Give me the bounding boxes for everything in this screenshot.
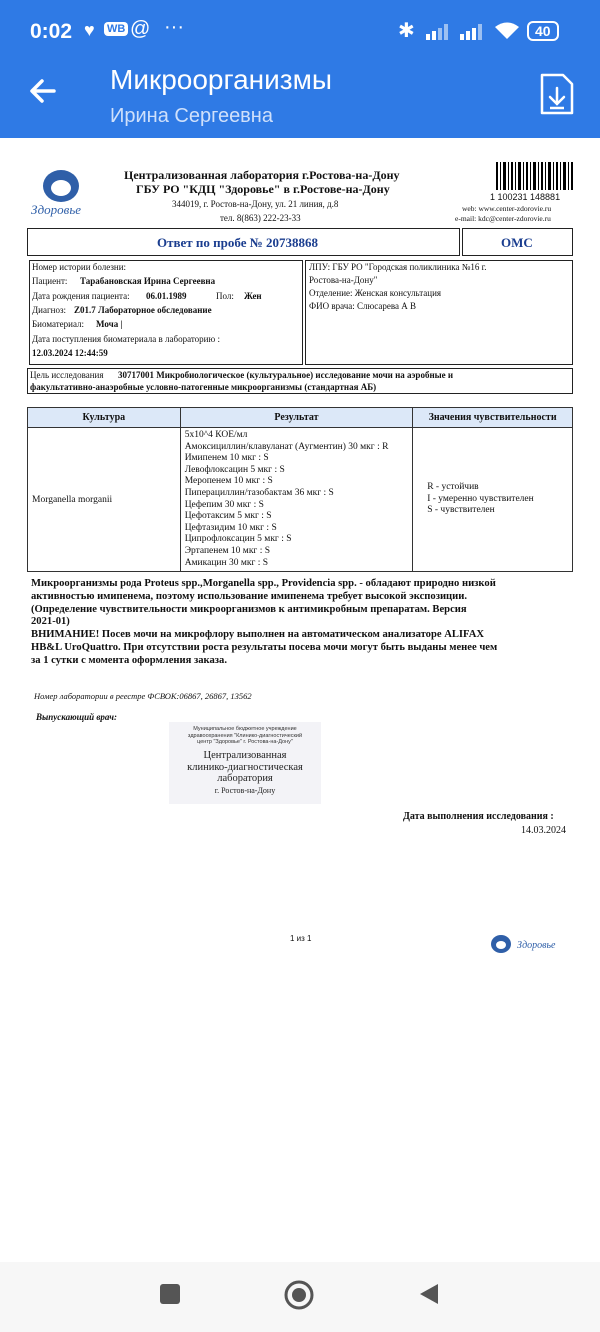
- recents-icon[interactable]: [160, 1284, 180, 1304]
- col-culture: Культура: [28, 408, 181, 428]
- lab-web: web: www.center-zdorovie.ru: [462, 204, 552, 213]
- patient-name: Тарабановская Ирина Сергеевна: [80, 276, 216, 286]
- result-line: Цефотаксим 5 мкг : S: [184, 511, 272, 522]
- result-line: Имипенем 10 мкг : S: [184, 453, 269, 464]
- sens-line: R - устойчив: [427, 482, 479, 493]
- battery-icon: 40: [527, 21, 559, 41]
- department: Отделение: Женская консультация: [309, 288, 442, 298]
- recv-value: 12.03.2024 12:44:59: [32, 348, 108, 358]
- signal-2-icon: [460, 22, 490, 40]
- signal-icon: [426, 22, 456, 40]
- issuer-label: Выпускающий врач:: [36, 712, 118, 722]
- result-line: Амоксициллин/клавуланат (Аугментин) 30 мкг : R: [184, 441, 389, 452]
- bio-value: Моча |: [96, 319, 123, 329]
- sex-value: Жен: [244, 291, 262, 301]
- system-nav-bar: [0, 1262, 600, 1332]
- diag-value: Z01.7 Лабораторное обследование: [74, 305, 212, 315]
- lab-stamp: [169, 722, 321, 804]
- result-line: Эртапенем 10 мкг : S: [184, 545, 271, 556]
- dob-label: Дата рождения пациента:: [32, 291, 130, 301]
- result-line: Амикацин 30 мкг : S: [184, 557, 269, 568]
- footer-logo-text: Здоровье: [517, 940, 556, 951]
- wb-app-icon: WB: [104, 22, 128, 36]
- result-line: Пиперациллин/тазобактам 36 мкг : S: [184, 487, 334, 498]
- bio-label: Биоматериал:: [32, 319, 85, 329]
- wifi-icon: [494, 22, 520, 40]
- note-line: HB&L UroQuattro. При отсутствии роста результаты посева мочи могут быть выданы менее чем: [31, 641, 498, 653]
- col-sensitivity: Значения чувствительности: [413, 408, 573, 428]
- goal-text-2: факультативно-анаэробные условно-патогенные микроорганизмы (стандартная АБ): [30, 382, 377, 392]
- stamp-line: клинико-диагностическая: [187, 761, 303, 773]
- app-bar: [0, 62, 600, 138]
- note-line: активностью имипенема, поэтому использование имипенема требует высокой экспозиции.: [31, 590, 468, 602]
- note-line: за 1 сутки с момента оформления заказа.: [31, 654, 227, 666]
- back-arrow-icon[interactable]: [28, 76, 58, 106]
- table-row: [28, 428, 573, 572]
- lpu-line1: ЛПУ: ГБУ РО "Городская поликлиника №16 г.: [309, 262, 487, 272]
- note-line: Микроорганизмы рода Proteus spp.,Morganella spp., Providencia spp. - обладают природно низкой: [31, 578, 496, 589]
- lab-email: e-mail: kdc@center-zdorovie.ru: [455, 214, 551, 223]
- barcode: [496, 162, 574, 190]
- result-line: Левофлоксацин 5 мкг : S: [184, 464, 285, 475]
- stamp-line: центр "Здоровье" г. Ростова-на-Дону": [197, 739, 293, 745]
- page-title: Микроорганизмы: [110, 64, 332, 95]
- svg-text:Здоровье: Здоровье: [31, 202, 82, 217]
- more-dots-icon: ···: [164, 16, 184, 38]
- lab-name: Централизованная лаборатория г.Ростова-на-Дону: [124, 168, 400, 182]
- page-subtitle: Ирина Сергеевна: [110, 105, 273, 127]
- note-line: 2021-01): [31, 616, 70, 628]
- answer-number: Ответ по пробе № 20738868: [157, 235, 319, 250]
- lab-org: ГБУ РО "КДЦ "Здоровье" в г.Ростове-на-Дону: [136, 182, 390, 196]
- result-cell: [180, 428, 413, 572]
- sens-line: I - умеренно чувствителен: [427, 493, 534, 504]
- note-line: (Определение чувствительности микроорганизмов к антимикробным препаратам. Версия: [31, 603, 467, 615]
- goal-label: Цель исследования: [30, 370, 104, 380]
- done-label: Дата выполнения исследования :: [403, 811, 554, 822]
- bluetooth-icon: ✱: [398, 20, 415, 42]
- at-icon: @: [130, 18, 151, 40]
- stamp-line: лаборатория: [217, 773, 273, 784]
- barcode-number: 1 100231 148881: [490, 192, 561, 202]
- logo-icon: [27, 164, 95, 219]
- result-line: Цефепим 30 мкг : S: [184, 499, 264, 510]
- sex-label: Пол:: [216, 291, 234, 301]
- stamp-line: г. Ростов-на-Дону: [214, 785, 276, 795]
- done-date: 14.03.2024: [521, 825, 566, 836]
- status-bar: [0, 0, 600, 62]
- results-table: [27, 407, 573, 572]
- history-label: Номер истории болезни:: [32, 262, 127, 272]
- doctor-name: ФИО врача: Слюсарева А В: [309, 301, 416, 311]
- note-block: [31, 578, 497, 668]
- stamp-line: Централизованная: [203, 750, 287, 761]
- back-nav-icon[interactable]: [418, 1282, 440, 1306]
- culture-cell: Morganella morganii: [28, 428, 181, 572]
- lab-phone: тел. 8(863) 222-23-33: [220, 213, 301, 223]
- result-line: Меропенем 10 мкг : S: [184, 476, 273, 487]
- stamp-line: Муниципальное бюджетное учреждение: [193, 726, 297, 732]
- lab-address: 344019, г. Ростов-на-Дону, ул. 21 линия, д.8: [172, 199, 339, 209]
- recv-label: Дата поступления биоматериала в лабораторию :: [32, 334, 220, 344]
- lpu-line2: Ростова-на-Дону": [309, 275, 378, 285]
- sens-line: S - чувствителен: [427, 505, 495, 516]
- goal-text: 30717001 Микробиологическое (культуральное) исследование мочи на аэробные и: [118, 370, 454, 380]
- oms-label: ОМС: [501, 235, 533, 250]
- heart-icon: ♥: [84, 20, 95, 40]
- download-icon[interactable]: [539, 72, 575, 116]
- clock: 0:02: [30, 20, 73, 43]
- page-number: 1 из 1: [290, 934, 312, 943]
- result-line: Цефтазидим 10 мкг : S: [184, 522, 277, 533]
- patient-label: Пациент:: [32, 276, 68, 286]
- sensitivity-cell: [413, 428, 573, 572]
- col-result: Результат: [180, 408, 413, 428]
- home-icon[interactable]: [283, 1279, 315, 1311]
- result-line: 5x10^4 КОЕ/мл: [184, 430, 248, 440]
- stamp-line: здравоохранения "Клинико-диагностический: [187, 732, 303, 739]
- registry-number: Номер лаборатории в реестре ФСВОК:06867, 26867, 13562: [34, 691, 252, 701]
- diag-label: Диагноз:: [32, 305, 67, 315]
- lab-report-document: [14, 152, 586, 1262]
- result-line: Ципрофлоксацин 5 мкг : S: [184, 534, 292, 545]
- note-line: ВНИМАНИЕ! Посев мочи на микрофлору выполнен на автоматическом анализаторе ALIFAX: [31, 629, 485, 641]
- dob-value: 06.01.1989: [146, 291, 187, 301]
